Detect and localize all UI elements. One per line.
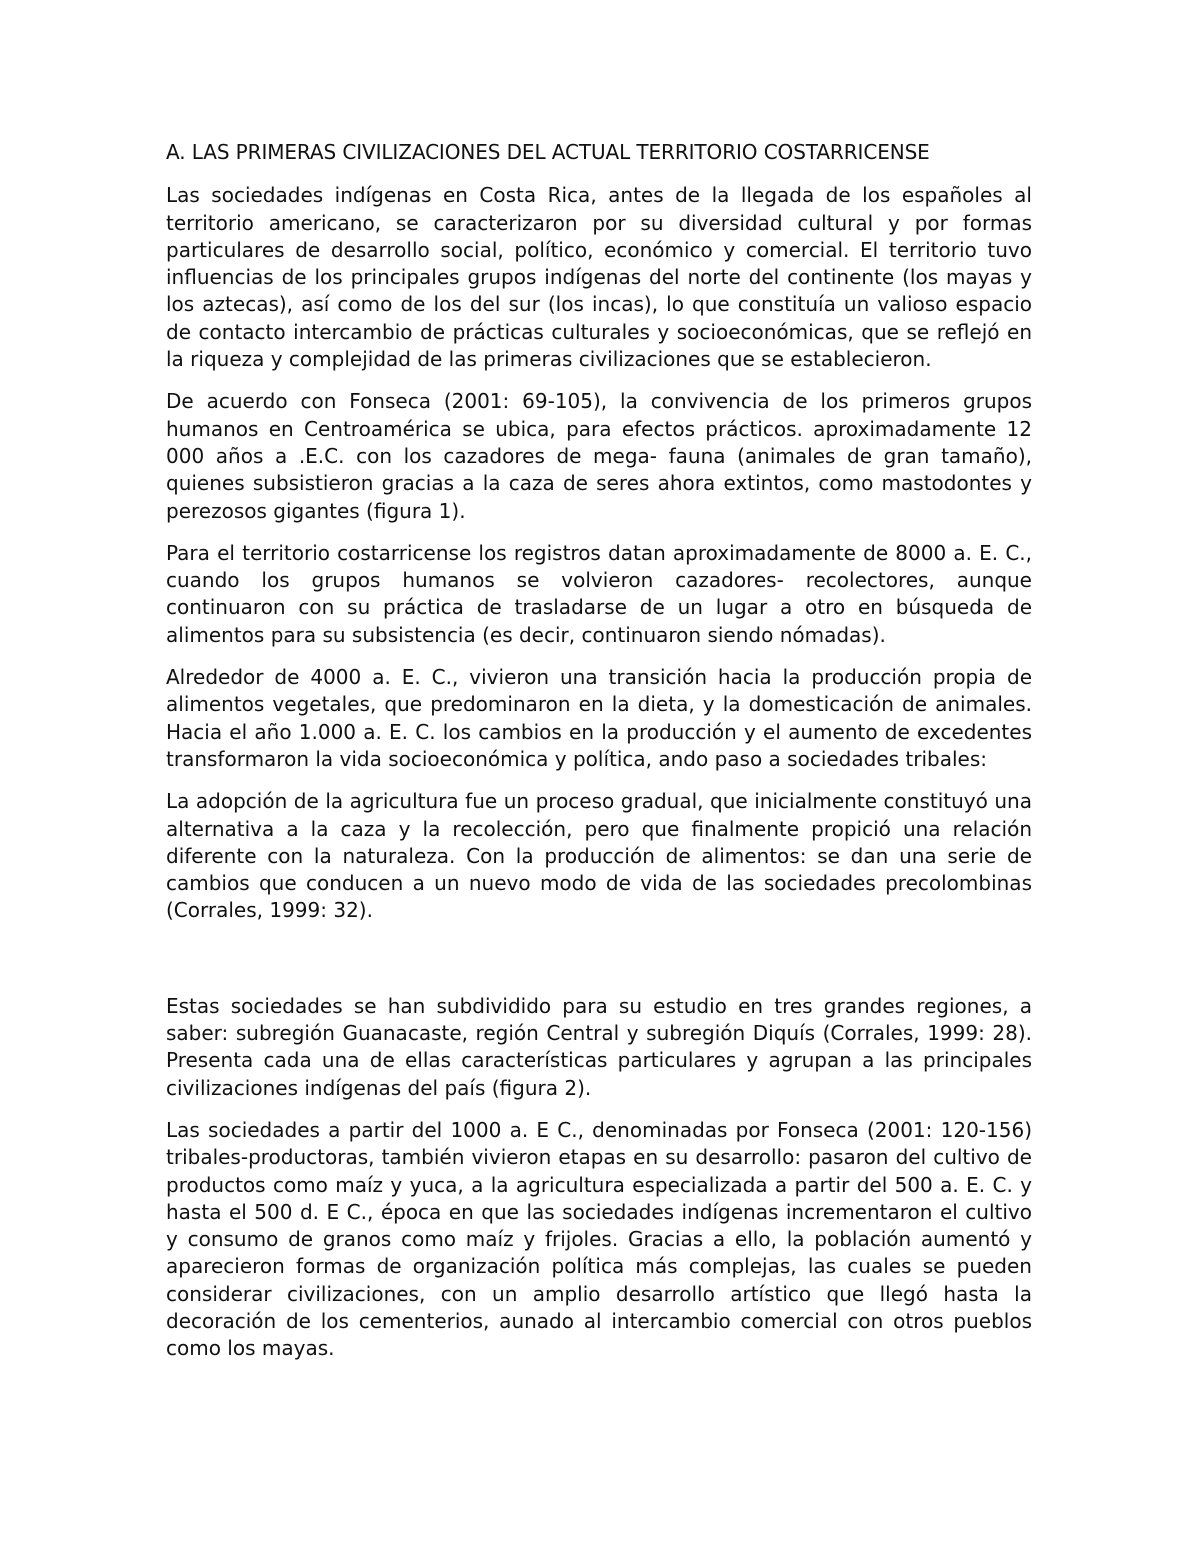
document-title: A. LAS PRIMERAS CIVILIZACIONES DEL ACTUAL TERRITORIO COSTARRICENSE — [166, 140, 930, 164]
document-body — [166, 139, 1032, 1378]
paragraph-cazadores-recolectores: Para el territorio costarricense los registros datan aproximadamente de 8000 a. E. C., cuando los grupos humanos se volvieron cazadores- recolectores, aunque continuaron con su práctica de trasladarse de un lugar a otro en búsqueda de alimentos para su subsistencia (es decir, continuaron siendo nómadas). — [166, 540, 1032, 647]
paragraph-fonseca: De acuerdo con Fonseca (2001: 69-105), la convivencia de los primeros grupos humanos en Centroamérica se ubica, para efectos prácticos. aproximadamente 12 000 años a .E.C. con los cazadores de mega- fauna (animales de gran tamaño), quienes subsistieron gracias a la caza de seres ahora extintos, como mastodontes y perezosos gigantes (figura 1). — [166, 389, 1032, 523]
paragraph-transicion: Alrededor de 4000 a. E. C., vivieron una transición hacia la producción propia de alimentos vegetales, que predominaron en la dieta, y la domesticación de animales. Hacia el año 1.000 a. E. C. los cambios en la producción y el aumento de excedentes transformaron la vida socioeconómica y política, ando paso a sociedades tribales: — [166, 665, 1032, 771]
blank-line — [166, 940, 1032, 993]
paragraph-tribales-productoras: Las sociedades a partir del 1000 a. E C., denominadas por Fonseca (2001: 120-156) tribales-productoras, también vivieron etapas en su desarrollo: pasaron del cultivo de productos como maíz y yuca, a la agricultura especializada a partir del 500 a. E. C. y hasta el 500 d. E C., época en que las sociedades indígenas incrementaron el cultivo y consumo de granos como maíz y frijoles. Gracias a ello, la población aumentó y aparecieron formas de organización política más complejas, las cuales se pueden considerar civilizaciones, con un amplio desarrollo artístico que llegó hasta la decoración de los cementerios, aunado al intercambio comercial con otros pueblos como los mayas. — [166, 1117, 1032, 1361]
paragraph-intro: Las sociedades indígenas en Costa Rica, antes de la llegada de los españoles al territorio americano, se caracterizaron por su diversidad cultural y por formas particulares de desarrollo social, político, económico y comercial. El territorio tuvo influencias de los principales grupos indígenas del norte del continente (los mayas y los aztecas), así como de los del sur (los incas), lo que constituía un valioso espacio de contacto intercambio de prácticas culturales y socioeconómicas, que se reflejó en la riqueza y complejidad de las primeras civilizaciones que se establecieron. — [166, 183, 1032, 372]
paragraph-cita-corrales: La adopción de la agricultura fue un proceso gradual, que inicialmente constituyó una alternativa a la caza y la recolección, pero que finalmente propició una relación diferente con la naturaleza. Con la producción de alimentos: se dan una serie de cambios que conducen a un nuevo modo de vida de las sociedades precolombinas (Corrales, 1999: 32). — [166, 789, 1032, 923]
paragraph-regiones: Estas sociedades se han subdividido para su estudio en tres grandes regiones, a saber: subregión Guanacaste, región Central y subregión Diquís (Corrales, 1999: 28). Presenta cada una de ellas características particulares y agrupan a las principales civilizaciones indígenas del país (figura 2). — [166, 993, 1032, 1100]
